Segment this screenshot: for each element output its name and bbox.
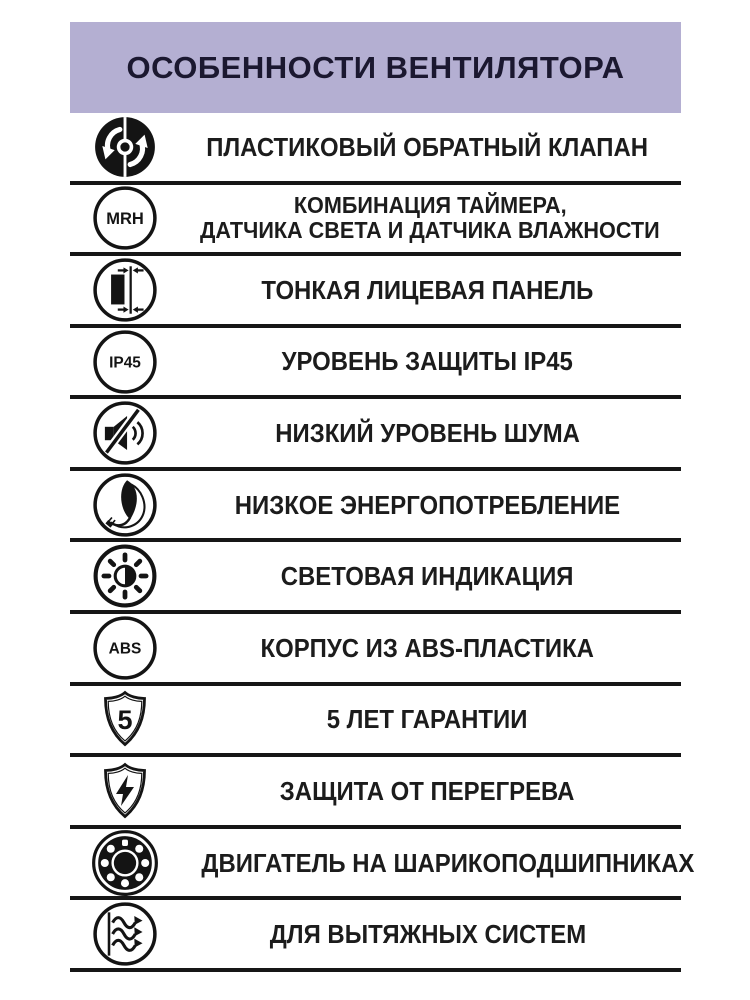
- feature-text: [180, 419, 681, 447]
- icon-cell: [70, 472, 180, 538]
- feature-row: [70, 614, 681, 686]
- low-energy-icon: [92, 472, 158, 538]
- check-valve-icon: [92, 114, 158, 180]
- feature-row: [70, 686, 681, 758]
- feature-line: ДАТЧИКА СВЕТА И ДАТЧИКА ВЛАЖНОСТИ: [199, 217, 660, 244]
- low-noise-icon: [92, 400, 158, 466]
- page-title: ОСОБЕННОСТИ ВЕНТИЛЯТОРА: [126, 49, 625, 85]
- feature-line: 5 ЛЕТ ГАРАНТИИ: [327, 704, 528, 735]
- feature-line: КОРПУС ИЗ ABS-ПЛАСТИКА: [260, 632, 595, 663]
- feature-line: ДВИГАТЕЛЬ НА ШАРИКОПОДШИПНИКАХ: [201, 847, 695, 878]
- header-banner: [70, 22, 681, 113]
- feature-line: ЗАЩИТА ОТ ПЕРЕГРЕВА: [280, 775, 575, 806]
- feature-line: ДЛЯ ВЫТЯЖНЫХ СИСТЕМ: [269, 919, 586, 950]
- ip45-label: IP45: [109, 354, 141, 372]
- icon-cell: [70, 185, 180, 251]
- feature-text: [180, 491, 681, 519]
- thin-panel-icon: [92, 257, 158, 323]
- ball-bearing-icon: [91, 829, 159, 897]
- feature-text: [180, 634, 681, 662]
- feature-line: ТОНКАЯ ЛИЦЕВАЯ ПАНЕЛЬ: [261, 274, 594, 305]
- ip45-icon: [92, 329, 158, 395]
- feature-text: [180, 562, 681, 590]
- feature-text: [180, 193, 686, 244]
- icon-cell: [70, 829, 180, 897]
- icon-cell: [70, 615, 180, 681]
- feature-row: [70, 185, 681, 257]
- icon-cell: [70, 257, 180, 323]
- feature-line: НИЗКИЙ УРОВЕНЬ ШУМА: [275, 418, 580, 449]
- feature-row: [70, 328, 681, 400]
- feature-text: [180, 276, 681, 304]
- icon-cell: [70, 687, 180, 751]
- feature-text: [180, 705, 681, 733]
- mrh-sensors-icon: [92, 185, 158, 251]
- feature-line: ПЛАСТИКОВЫЙ ОБРАТНЫЙ КЛАПАН: [206, 131, 649, 162]
- feature-line: СВЕТОВАЯ ИНДИКАЦИЯ: [281, 561, 574, 592]
- feature-line: УРОВЕНЬ ЗАЩИТЫ IP45: [281, 346, 574, 377]
- feature-text: [180, 777, 681, 805]
- feature-text: [180, 133, 681, 161]
- abs-plastic-icon: [92, 615, 158, 681]
- warranty-shield-icon: [93, 687, 157, 751]
- feature-row: [70, 113, 681, 185]
- icon-cell: [70, 543, 180, 609]
- icon-cell: [70, 759, 180, 823]
- exhaust-system-icon: [92, 901, 158, 967]
- overheat-protection-icon: [93, 759, 157, 823]
- warranty-years-label: 5: [117, 705, 133, 736]
- content-area: [70, 22, 695, 972]
- feature-row: [70, 757, 681, 829]
- feature-row: [70, 900, 681, 972]
- feature-row: [70, 829, 695, 901]
- feature-row: [70, 399, 681, 471]
- feature-text: [180, 347, 681, 375]
- feature-text: [180, 849, 722, 877]
- feature-row: [70, 542, 681, 614]
- abs-label: ABS: [108, 640, 142, 658]
- feature-text: [180, 920, 681, 948]
- feature-line: КОМБИНАЦИЯ ТАЙМЕРА,: [293, 191, 567, 218]
- feature-row: [70, 256, 681, 328]
- feature-line: НИЗКОЕ ЭНЕРГОПОТРЕБЛЕНИЕ: [234, 489, 621, 520]
- icon-cell: [70, 400, 180, 466]
- icon-cell: [70, 329, 180, 395]
- icon-cell: [70, 114, 180, 180]
- mrh-label: MRH: [106, 210, 144, 229]
- feature-row: [70, 471, 681, 543]
- light-indication-icon: [92, 543, 158, 609]
- icon-cell: [70, 901, 180, 967]
